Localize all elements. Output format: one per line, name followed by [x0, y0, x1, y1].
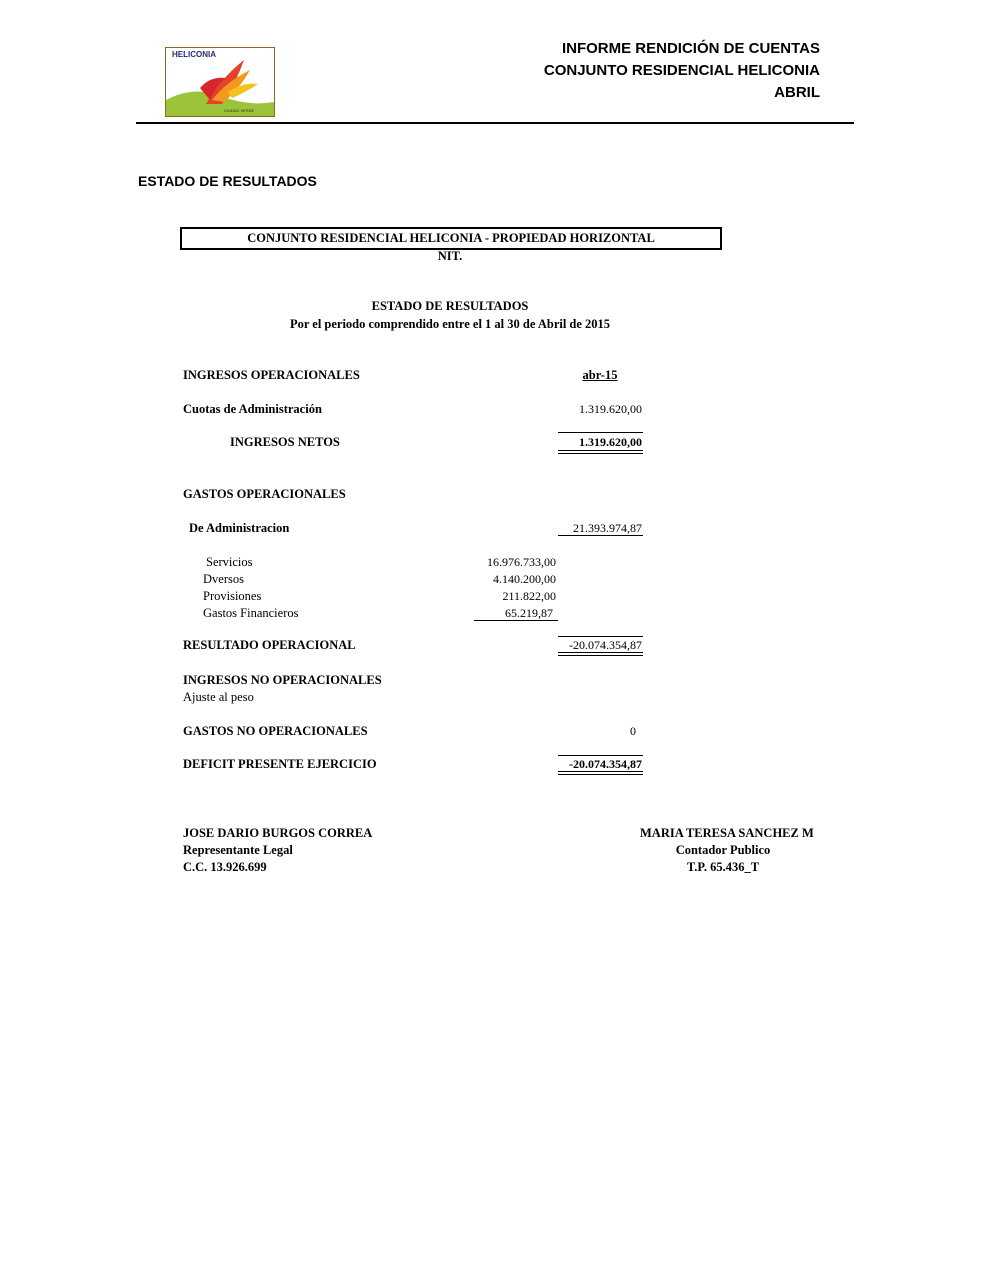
resultado-operacional-label: RESULTADO OPERACIONAL	[183, 638, 356, 652]
ingresos-netos-label: INGRESOS NETOS	[230, 435, 340, 449]
header-title-line-1: INFORME RENDICIÓN DE CUENTAS	[561, 40, 820, 57]
entity-name-box: CONJUNTO RESIDENCIAL HELICONIA - PROPIEDAD HORIZONTAL	[180, 227, 722, 250]
statement-title: ESTADO DE RESULTADOS	[371, 299, 529, 313]
resultado-operacional-double-rule-1	[558, 652, 643, 653]
signature-left-id: C.C. 13.926.699	[183, 860, 267, 874]
header-divider	[136, 122, 854, 124]
signature-left-role: Representante Legal	[183, 843, 293, 857]
heliconia-logo	[165, 47, 275, 117]
gastos-no-operacionales-label: GASTOS NO OPERACIONALES	[183, 724, 368, 738]
gastos-operacionales-heading: GASTOS OPERACIONALES	[183, 487, 346, 501]
detail-label-gastos-financieros: Gastos Financieros	[203, 606, 299, 620]
signature-right-id: T.P. 65.436_T	[686, 860, 760, 874]
signature-right-role: Contador Publico	[675, 843, 771, 857]
signature-left-name: JOSE DARIO BURGOS CORREA	[183, 826, 373, 840]
detail-value-provisiones: 211.822,00	[502, 589, 556, 603]
ingresos-netos-double-rule-1	[558, 450, 643, 451]
logo-sub-text: CIUDAD VERDE	[224, 108, 255, 113]
gastos-no-operacionales-value: 0	[630, 724, 636, 738]
statement-period: Por el periodo comprendido entre el 1 al 30 de Abril de 2015	[289, 317, 611, 331]
detail-value-dversos: 4.140.200,00	[493, 572, 556, 586]
column-header: abr-15	[582, 368, 618, 382]
de-administracion-rule	[558, 535, 643, 536]
detail-label-servicios: Servicios	[206, 555, 253, 569]
ajuste-label: Ajuste al peso	[183, 690, 254, 704]
resultado-operacional-value: -20.074.354,87	[569, 638, 642, 652]
cuotas-label: Cuotas de Administración	[183, 402, 322, 416]
deficit-label: DEFICIT PRESENTE EJERCICIO	[183, 757, 377, 771]
deficit-top-rule	[558, 755, 643, 756]
ingresos-netos-top-rule	[558, 432, 643, 433]
ingresos-operacionales-heading: INGRESOS OPERACIONALES	[183, 368, 360, 382]
resultado-operacional-double-rule-2	[558, 655, 643, 656]
deficit-double-rule-1	[558, 771, 643, 772]
section-title: ESTADO DE RESULTADOS	[138, 173, 317, 189]
de-administracion-label: De Administracion	[189, 521, 290, 535]
deficit-double-rule-2	[558, 774, 643, 775]
detail-label-provisiones: Provisiones	[203, 589, 262, 603]
ingresos-netos-double-rule-2	[558, 453, 643, 454]
ingresos-no-operacionales-heading: INGRESOS NO OPERACIONALES	[183, 673, 382, 687]
header-title-line-2: CONJUNTO RESIDENCIAL HELICONIA	[543, 62, 820, 79]
detail-subtotal-rule	[474, 620, 558, 621]
header-title-line-3: ABRIL	[774, 84, 820, 101]
detail-value-servicios: 16.976.733,00	[487, 555, 556, 569]
detail-value-gastos-financieros: 65.219,87	[505, 606, 553, 620]
detail-label-dversos: Dversos	[203, 572, 244, 586]
de-administracion-value: 21.393.974,87	[573, 521, 642, 535]
logo-brand-text: HELICONIA	[172, 50, 216, 59]
deficit-value: -20.074.354,87	[569, 757, 642, 771]
ingresos-netos-value: 1.319.620,00	[579, 435, 642, 449]
nit-label: NIT.	[437, 249, 463, 263]
resultado-operacional-top-rule	[558, 636, 643, 637]
signature-right-name: MARIA TERESA SANCHEZ M	[640, 826, 814, 840]
cuotas-value: 1.319.620,00	[579, 402, 642, 416]
